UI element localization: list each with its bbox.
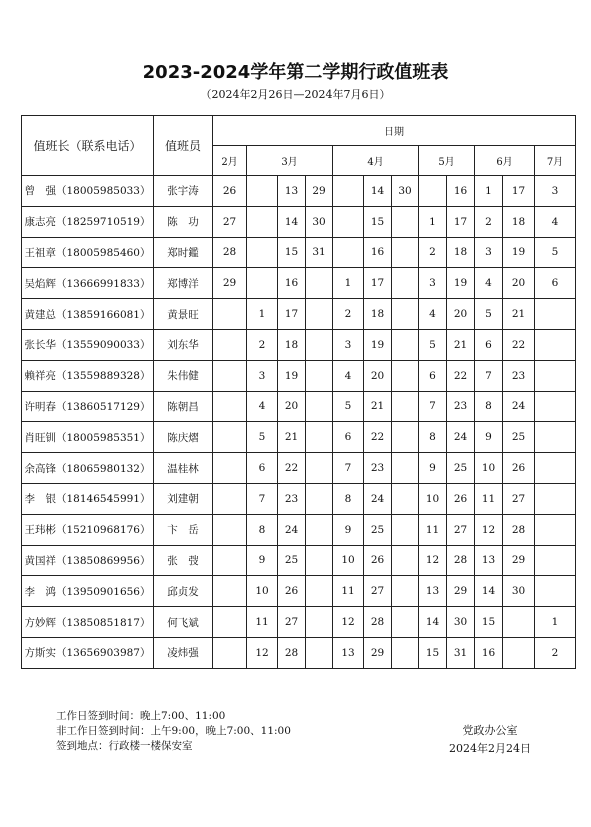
date-cell: 6 [475, 329, 503, 360]
date-cell [333, 206, 364, 237]
date-cell: 5 [333, 391, 364, 422]
date-cell: 29 [503, 545, 535, 576]
month-header: 3月 [247, 146, 333, 176]
date-cell: 15 [364, 206, 392, 237]
table-row [22, 206, 576, 237]
date-cell [392, 483, 419, 514]
date-cell: 14 [278, 206, 306, 237]
date-cell: 12 [247, 637, 278, 668]
date-cell: 31 [306, 237, 333, 268]
date-cell: 4 [419, 299, 447, 330]
page-title: 2023-2024学年第二学期行政值班表 [142, 62, 449, 83]
staff-cell: 刘东华 [154, 329, 213, 360]
date-cell: 17 [278, 299, 306, 330]
issue-date: 2024年2月24日 [449, 742, 531, 755]
date-cell: 13 [419, 576, 447, 607]
staff-cell: 凌炜强 [154, 637, 213, 668]
date-cell: 27 [278, 607, 306, 638]
date-cell: 24 [364, 483, 392, 514]
month-header: 7月 [535, 146, 576, 176]
table-row [22, 453, 576, 484]
date-cell: 8 [419, 422, 447, 453]
staff-cell: 卞 岳 [154, 514, 213, 545]
date-cell: 10 [419, 483, 447, 514]
date-cell: 27 [447, 514, 475, 545]
month-header: 6月 [475, 146, 535, 176]
date-cell [306, 545, 333, 576]
date-cell: 26 [447, 483, 475, 514]
table-row [22, 237, 576, 268]
date-cell [306, 576, 333, 607]
signin-location: 签到地点：行政楼一楼保安室 [56, 740, 193, 752]
date-cell: 22 [447, 360, 475, 391]
leader-column-header: 值班长（联系电话） [22, 116, 154, 176]
date-cell [213, 607, 247, 638]
date-cell: 31 [447, 637, 475, 668]
date-cell: 21 [447, 329, 475, 360]
date-cell: 16 [364, 237, 392, 268]
date-cell: 2 [247, 329, 278, 360]
date-cell [535, 576, 576, 607]
leader-cell: 余高锋（18065980132） [22, 453, 154, 484]
leader-cell: 方斯实（13656903987） [22, 637, 154, 668]
date-cell [306, 453, 333, 484]
date-cell [392, 237, 419, 268]
date-cell: 4 [535, 206, 576, 237]
date-cell [535, 299, 576, 330]
staff-column-header: 值班员 [154, 116, 213, 176]
date-cell: 8 [475, 391, 503, 422]
date-cell: 19 [447, 268, 475, 299]
date-cell: 9 [333, 514, 364, 545]
date-cell: 16 [278, 268, 306, 299]
date-cell [213, 483, 247, 514]
date-cell: 10 [475, 453, 503, 484]
date-cell: 1 [333, 268, 364, 299]
date-cell: 19 [503, 237, 535, 268]
date-cell: 19 [278, 360, 306, 391]
date-cell: 28 [447, 545, 475, 576]
date-cell [535, 453, 576, 484]
date-cell: 8 [333, 483, 364, 514]
date-cell: 3 [535, 176, 576, 207]
date-cell [392, 268, 419, 299]
table-row [22, 607, 576, 638]
date-cell [213, 391, 247, 422]
date-cell: 27 [364, 576, 392, 607]
date-cell: 12 [419, 545, 447, 576]
roster-body [22, 176, 576, 669]
date-cell: 14 [419, 607, 447, 638]
date-cell [392, 514, 419, 545]
date-cell [392, 360, 419, 391]
date-cell [535, 422, 576, 453]
date-cell: 17 [503, 176, 535, 207]
staff-cell: 郑时鑑 [154, 237, 213, 268]
date-cell: 22 [278, 453, 306, 484]
date-cell: 5 [535, 237, 576, 268]
month-header: 4月 [333, 146, 419, 176]
date-cell: 25 [447, 453, 475, 484]
date-cell: 30 [392, 176, 419, 207]
date-cell [306, 391, 333, 422]
date-cell: 7 [419, 391, 447, 422]
date-cell: 6 [535, 268, 576, 299]
staff-cell: 刘建朝 [154, 483, 213, 514]
staff-cell: 郑博洋 [154, 268, 213, 299]
staff-cell: 温桂林 [154, 453, 213, 484]
date-cell: 16 [475, 637, 503, 668]
date-cell: 9 [419, 453, 447, 484]
date-cell: 6 [247, 453, 278, 484]
date-cell [213, 545, 247, 576]
date-cell: 25 [364, 514, 392, 545]
date-cell [419, 176, 447, 207]
date-cell: 20 [503, 268, 535, 299]
date-cell: 30 [306, 206, 333, 237]
date-cell: 23 [503, 360, 535, 391]
date-cell [333, 176, 364, 207]
date-cell: 15 [475, 607, 503, 638]
date-cell [306, 268, 333, 299]
date-cell: 5 [247, 422, 278, 453]
date-cell: 28 [278, 637, 306, 668]
date-cell: 12 [333, 607, 364, 638]
leader-cell: 许明春（13860517129） [22, 391, 154, 422]
date-cell [535, 391, 576, 422]
date-cell: 19 [364, 329, 392, 360]
date-cell [213, 422, 247, 453]
leader-cell: 黄国祥（13850869956） [22, 545, 154, 576]
date-cell: 15 [419, 637, 447, 668]
leader-cell: 李 鸿（13950901656） [22, 576, 154, 607]
date-cell: 27 [503, 483, 535, 514]
table-row [22, 360, 576, 391]
date-cell: 3 [475, 237, 503, 268]
date-cell: 24 [447, 422, 475, 453]
leader-cell: 方妙辉（13850851817） [22, 607, 154, 638]
date-cell: 7 [247, 483, 278, 514]
table-row [22, 422, 576, 453]
date-range-subtitle: （2024年2月26日—2024年7月6日） [200, 88, 391, 101]
date-cell: 3 [419, 268, 447, 299]
date-cell [213, 360, 247, 391]
date-cell: 10 [333, 545, 364, 576]
date-cell: 2 [333, 299, 364, 330]
workday-signin-time: 工作日签到时间：晚上7:00、11:00 [56, 710, 226, 722]
date-cell [306, 299, 333, 330]
date-cell: 28 [503, 514, 535, 545]
table-row [22, 329, 576, 360]
date-cell: 3 [247, 360, 278, 391]
staff-cell: 何飞斌 [154, 607, 213, 638]
date-cell: 1 [419, 206, 447, 237]
leader-cell: 曾 强（18005985033） [22, 176, 154, 207]
issuer-name: 党政办公室 [462, 724, 518, 737]
date-cell: 18 [447, 237, 475, 268]
date-cell: 13 [278, 176, 306, 207]
date-cell [392, 299, 419, 330]
date-cell [247, 206, 278, 237]
date-cell: 12 [475, 514, 503, 545]
date-cell: 30 [447, 607, 475, 638]
date-cell: 4 [475, 268, 503, 299]
date-cell: 1 [247, 299, 278, 330]
date-cell: 4 [247, 391, 278, 422]
date-cell [306, 329, 333, 360]
date-cell [535, 483, 576, 514]
date-cell [535, 360, 576, 391]
leader-cell: 李 银（18146545991） [22, 483, 154, 514]
date-cell [392, 329, 419, 360]
staff-cell: 邱贞发 [154, 576, 213, 607]
date-header: 日期 [213, 116, 576, 146]
date-cell: 26 [364, 545, 392, 576]
date-cell: 11 [419, 514, 447, 545]
date-cell: 23 [364, 453, 392, 484]
date-cell: 7 [475, 360, 503, 391]
date-cell: 14 [364, 176, 392, 207]
date-cell: 2 [475, 206, 503, 237]
date-cell: 2 [535, 637, 576, 668]
date-cell: 6 [419, 360, 447, 391]
date-cell [392, 422, 419, 453]
table-row [22, 299, 576, 330]
date-cell [392, 206, 419, 237]
date-cell: 11 [475, 483, 503, 514]
duty-roster-table [21, 115, 576, 669]
date-cell [213, 453, 247, 484]
date-cell: 29 [364, 637, 392, 668]
date-cell: 7 [333, 453, 364, 484]
date-cell: 18 [364, 299, 392, 330]
nonworkday-signin-time: 非工作日签到时间：上午9:00，晚上7:00、11:00 [56, 725, 291, 737]
date-cell [503, 637, 535, 668]
date-cell: 17 [364, 268, 392, 299]
date-cell: 11 [247, 607, 278, 638]
date-cell [503, 607, 535, 638]
leader-cell: 黄建总（13859166081） [22, 299, 154, 330]
signin-notes [56, 709, 291, 754]
staff-cell: 张宇涛 [154, 176, 213, 207]
date-cell [392, 453, 419, 484]
table-row [22, 637, 576, 668]
date-cell: 25 [503, 422, 535, 453]
date-cell [306, 483, 333, 514]
date-cell [306, 514, 333, 545]
leader-cell: 肖旺钏（18005985351） [22, 422, 154, 453]
date-cell [306, 607, 333, 638]
date-cell: 17 [447, 206, 475, 237]
date-cell [392, 576, 419, 607]
date-cell: 3 [333, 329, 364, 360]
date-cell: 16 [447, 176, 475, 207]
date-cell: 1 [535, 607, 576, 638]
leader-cell: 赖祥亮（13559889328） [22, 360, 154, 391]
date-cell: 26 [503, 453, 535, 484]
date-cell: 8 [247, 514, 278, 545]
date-cell [333, 237, 364, 268]
staff-cell: 陈朝昌 [154, 391, 213, 422]
date-cell: 15 [278, 237, 306, 268]
date-cell: 21 [364, 391, 392, 422]
table-row [22, 483, 576, 514]
date-cell [213, 329, 247, 360]
date-cell [247, 176, 278, 207]
date-cell [247, 268, 278, 299]
table-row [22, 545, 576, 576]
date-cell: 6 [333, 422, 364, 453]
date-cell [306, 360, 333, 391]
date-cell: 30 [503, 576, 535, 607]
date-cell: 21 [503, 299, 535, 330]
staff-cell: 陈庆熠 [154, 422, 213, 453]
leader-cell: 吴焰辉（13666991833） [22, 268, 154, 299]
staff-cell: 陈 功 [154, 206, 213, 237]
date-cell [306, 422, 333, 453]
date-cell [213, 637, 247, 668]
date-cell [392, 545, 419, 576]
date-cell [392, 607, 419, 638]
date-cell [247, 237, 278, 268]
staff-cell: 朱伟健 [154, 360, 213, 391]
date-cell [213, 514, 247, 545]
date-cell [392, 637, 419, 668]
date-cell: 24 [503, 391, 535, 422]
month-header: 5月 [419, 146, 475, 176]
date-cell: 4 [333, 360, 364, 391]
date-cell: 13 [333, 637, 364, 668]
leader-cell: 王玮彬（15210968176） [22, 514, 154, 545]
date-cell: 18 [503, 206, 535, 237]
date-cell [535, 545, 576, 576]
date-cell: 27 [213, 206, 247, 237]
date-cell: 11 [333, 576, 364, 607]
staff-cell: 黄景旺 [154, 299, 213, 330]
date-cell: 21 [278, 422, 306, 453]
issuer-block [449, 722, 531, 758]
date-cell: 14 [475, 576, 503, 607]
date-cell [306, 637, 333, 668]
date-cell: 25 [278, 545, 306, 576]
date-cell [213, 299, 247, 330]
date-cell: 23 [447, 391, 475, 422]
date-cell: 23 [278, 483, 306, 514]
date-cell: 26 [213, 176, 247, 207]
date-cell: 10 [247, 576, 278, 607]
leader-cell: 康志亮（18259710519） [22, 206, 154, 237]
table-row [22, 391, 576, 422]
date-cell: 29 [447, 576, 475, 607]
date-cell: 28 [213, 237, 247, 268]
date-cell: 2 [419, 237, 447, 268]
date-cell [392, 391, 419, 422]
date-cell: 26 [278, 576, 306, 607]
date-cell: 29 [213, 268, 247, 299]
date-cell: 20 [278, 391, 306, 422]
date-cell: 5 [475, 299, 503, 330]
leader-cell: 张长华（13559090033） [22, 329, 154, 360]
date-cell: 20 [447, 299, 475, 330]
date-cell: 9 [475, 422, 503, 453]
staff-cell: 张 弢 [154, 545, 213, 576]
date-cell: 24 [278, 514, 306, 545]
date-cell: 1 [475, 176, 503, 207]
date-cell: 28 [364, 607, 392, 638]
date-cell: 29 [306, 176, 333, 207]
date-cell: 22 [364, 422, 392, 453]
date-cell: 9 [247, 545, 278, 576]
table-row [22, 576, 576, 607]
date-cell: 5 [419, 329, 447, 360]
table-row [22, 176, 576, 207]
table-row [22, 268, 576, 299]
date-cell: 22 [503, 329, 535, 360]
date-cell: 13 [475, 545, 503, 576]
leader-cell: 王祖章（18005985460） [22, 237, 154, 268]
date-cell [535, 514, 576, 545]
table-row [22, 514, 576, 545]
month-header: 2月 [213, 146, 247, 176]
date-cell: 18 [278, 329, 306, 360]
date-cell [535, 329, 576, 360]
date-cell: 20 [364, 360, 392, 391]
date-cell [213, 576, 247, 607]
